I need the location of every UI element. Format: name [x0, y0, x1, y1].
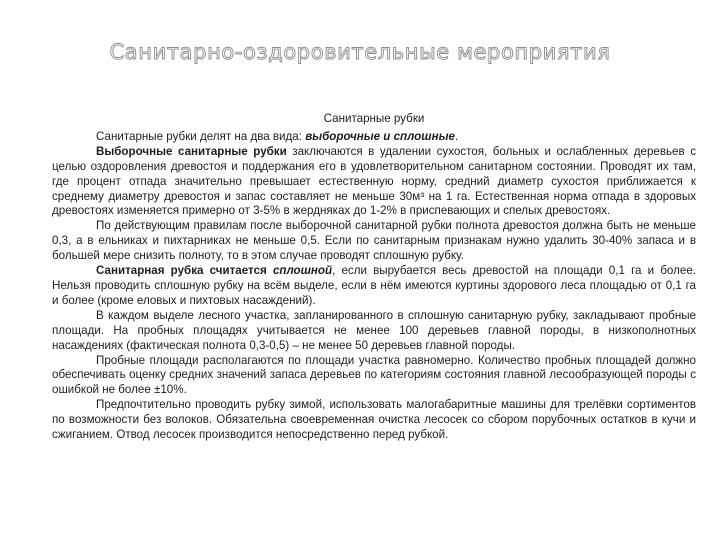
paragraph-winter-logging: Предпочтительно проводить рубку зимой, использовать малогабаритные машины для трелёвки сортиментов по возможности без волоков. Обязательна своевременная очистка лесосек со сбором порубочных остатков в кучи и сжиганием. Отвод лесосек производится непосредственно перед рубкой.	[52, 398, 696, 442]
paragraph-text: .	[454, 129, 459, 143]
document-body	[52, 112, 696, 443]
paragraph-selective	[52, 145, 696, 220]
slide-title: Санитарно-оздоровительные мероприятия	[109, 40, 611, 64]
paragraph-rules: По действующим правилам после выборочной санитарной рубки полнота древостоя должна быть не меньше 0,3, а в ельниках и пихтарниках не меньше 0,5. Если по санитарным признакам нужно удалить 30-40% запаса и в большей мере снизить полноту, то в этом случае проводят сплошную рубку.	[52, 219, 696, 263]
emphasis-text: выборочные и сплошные	[305, 129, 455, 143]
bold-term: Выборочные санитарные рубки	[96, 144, 287, 158]
emphasis-text: сплошной	[272, 264, 333, 278]
paragraph-clear-cut	[52, 264, 696, 309]
paragraph-sample-plots: В каждом выделе лесного участка, запланированного в сплошную санитарную рубку, закладывают пробные площади. На пробных площадях учитывается не менее 100 деревьев главной породы, в низкополнотных насаждениях (фактическая полнота 0,3-0,5) – не менее 50 деревьев главной породы.	[52, 308, 696, 352]
paragraph-text: заключаются в удалении сухостоя, больных и ослабленных деревьев с целью оздоровления древостоя и поддержания его в удовлетворительном санитарном состоянии. Проводят их там, где процент отпада значительно превышает естественную норму, средний диаметр сухостоя приближается к среднему диаметру древостоя и запас составляет не меньше 30м³ на 1 га. Естественная норма отпада в здоровых древостоях изменяется примерно от 3-5% в жердняках до 1-2% в приспевающих и спелых древостоях.	[52, 144, 696, 218]
paragraph-text: , если вырубается весь древостой на площади 0,1 га и более. Нельзя проводить сплошную рубку на всём выделе, если в нём имеются куртины здорового леса площадью от 0,1 га и более (кроме еловых и пихтовых насаждений).	[52, 264, 696, 307]
paragraph-text: Санитарные рубки делят на два вида:	[96, 129, 306, 143]
section-heading: Санитарные рубки	[323, 112, 425, 125]
bold-term: Санитарная рубка считается	[96, 264, 273, 278]
paragraph-plot-distribution: Пробные площади располагаются по площади участка равномерно. Количество пробных площадей должно обеспечивать оценку средних значений запаса деревьев по категориям состояния главной лесообразующей породы с ошибкой не более ±10%.	[52, 353, 696, 397]
paragraph-types	[52, 130, 696, 145]
